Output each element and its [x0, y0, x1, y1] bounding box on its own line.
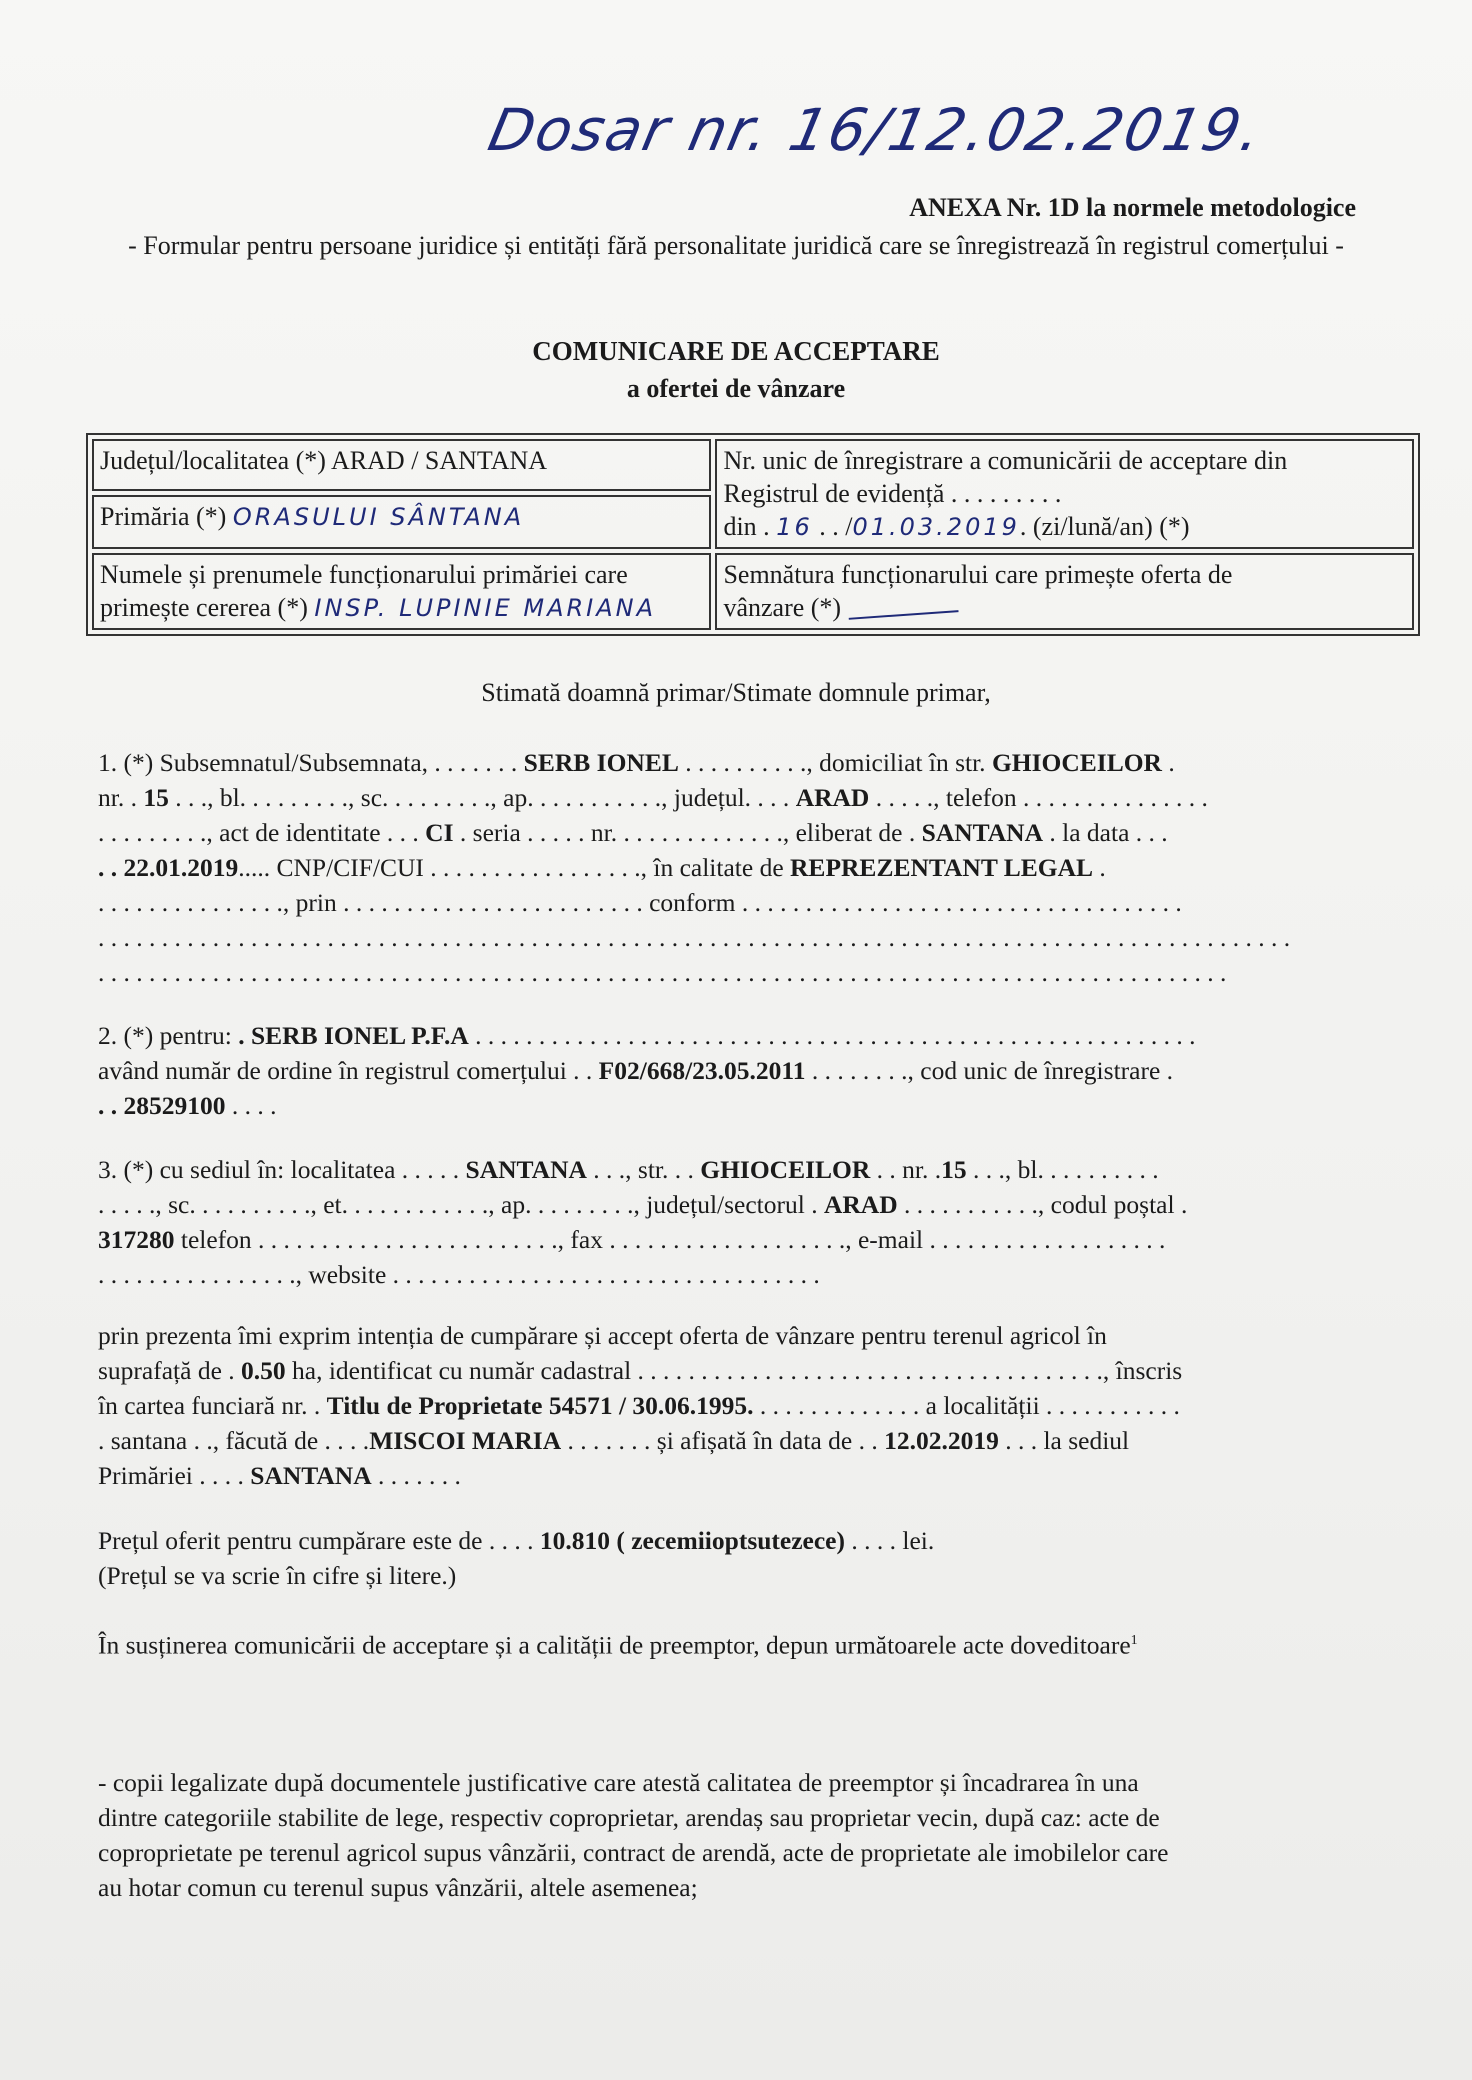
- s3-line2: . . . . ., sc. . . . . . . . . ., et. . . . . . . . . . . ., ap. . . . . . . . ., județul/sectorul .: [98, 1190, 824, 1219]
- primaria-label: Primăria (*): [100, 502, 227, 532]
- judet-cell: [92, 439, 711, 491]
- s4-afis-data: 12.02.2019: [884, 1426, 999, 1455]
- s1-bl-label: . . ., bl. . . . . . . . ., sc. . . . . . . . ., ap. . . . . . . . . . ., județul. . . .: [168, 783, 796, 812]
- s4-santana: . santana . ., făcută de . . . .: [98, 1426, 370, 1455]
- handwritten-date: 01.03.2019: [852, 513, 1020, 541]
- footnote-marker: 1: [1130, 1633, 1138, 1648]
- s1-dots-line-2: . . . . . . . . . . . . . . . . . . . . . . . . . . . . . . . . . . . . . . . . . . . . . . . . . . . . . . . . . . . . . . . . . . . . . . . . . . . . . . . . . . . . . . . . .: [98, 958, 1227, 987]
- s4-supr: 0.50: [241, 1356, 286, 1385]
- s1-data-label: . la data . . .: [1043, 818, 1168, 847]
- form-subtitle: - Formular pentru persoane juridice și entități fără personalitate juridică care se înregistrează în registrul comerțului -: [128, 231, 1344, 260]
- s4-primaria: SANTANA: [250, 1461, 372, 1490]
- price-suffix: . . . . lei.: [845, 1526, 935, 1555]
- s1-seria-label: . seria . . . . . nr. . . . . . . . . . . . . ., eliberat de .: [453, 818, 922, 847]
- copies-line1: - copii legalizate după documentele justificative care atestă calitatea de preemptor și încadrarea în una: [98, 1768, 1139, 1797]
- section-4: [98, 1318, 1360, 1493]
- section-2: [98, 1018, 1360, 1123]
- copies-line4: au hotar comun cu terenul supus vânzării, altele asemenea;: [98, 1873, 698, 1902]
- nr-unic-label: Nr. unic de înregistrare a comunicării de acceptare din: [723, 446, 1288, 475]
- s4-vanzator: MISCOI MARIA: [369, 1426, 562, 1455]
- s1-domiciliu-label: . . . . . . . . . ., domiciliat în str.: [678, 748, 992, 777]
- semnatura-label: Semnătura funcționarului care primește oferta de: [723, 560, 1233, 589]
- annex-heading: ANEXA Nr. 1D la normele metodologice: [909, 193, 1356, 222]
- handwritten-dosar-number: Dosar nr. 16/12.02.2019.: [482, 96, 1270, 164]
- s1-calitate: REPREZENTANT LEGAL: [790, 853, 1094, 882]
- form-title-2: a ofertei de vânzare: [626, 374, 846, 403]
- s1-act-label: . . . . . . . . ., act de identitate . . .: [98, 818, 426, 847]
- s1-telefon-label: . . . . ., telefon . . . . . . . . . . . . . . .: [869, 783, 1208, 812]
- s1-judet: ARAD: [795, 783, 870, 812]
- section-1: 1. (*) Subsemnatul/Subsemnata, . . . . . . . SERB IONEL . . . . . . . . . ., domiciliat în str. GHIOCEILOR . nr. . 15 . . ., bl. . . . . . . . ., sc. . . . . . . . ., ap. . . . . . . . . . ., județul. . . . ARAD . . . . ., telefon . . . . . . . . . . . . . . . . . . . . . . . ., act de identitate . . . CI . seria . . . . . nr. . . . . . . . . . . . . ., eliberat de . SANTANA . la data . . . . . 22.01.2019..... CNP/CIF/CUI . . . . . . . . . . . . . . . . ., în calitate de REPREZENTANT LEGAL . . . . . . . . . . . . . . . ., prin . . . . . . . . . . . . . . . . . . . . . . . . conform . . . . . . . . . . . . . . . . . . . . . . . . . . . . . . . . . . . . . . . . . . . . . . . . . . . . . . . . . . . . . . . . . . . . . . . . . . . . . . . . . . . . . . . . . . . . . . . . . . . . . . . . . . . . . . . . . . . . . . . . . . . . . . . . . . . . . . . . . . . . . . . . . . . . . . . . . . . . . . . . . . . . . . . . . . . . . . . . . . . . . . . . . . . . . . . . . . . . . . . . . . . . . . . . . . . . . . . . . .: [98, 745, 1360, 990]
- date-format-label: . (zi/lună/an) (*): [1019, 512, 1190, 541]
- registru-label: Registrul de evidență . . . . . . . . .: [723, 479, 1062, 508]
- copies-line2: dintre categoriile stabilite de lege, respectiv coproprietar, arendaș sau proprietar vecin, după caz: acte de: [98, 1803, 1160, 1832]
- s3-lead: 3. (*) cu sediul în: localitatea . . . . .: [98, 1155, 466, 1184]
- s1-dots-line-1: . . . . . . . . . . . . . . . . . . . . . . . . . . . . . . . . . . . . . . . . . . . . . . . . . . . . . . . . . . . . . . . . . . . . . . . . . . . . . . . . . . . . . . . . . . . . . .: [98, 923, 1291, 952]
- s3-postal-label: . . . . . . . . . . ., codul poștal .: [897, 1190, 1188, 1219]
- s2-lead: 2. (*) pentru:: [98, 1021, 239, 1050]
- functionar-cell: [92, 553, 711, 630]
- handwritten-nr-unic: 16: [776, 513, 813, 541]
- din-label: din .: [723, 512, 777, 541]
- s2-entity: . SERB IONEL P.F.A: [238, 1021, 469, 1050]
- s3-website-line: . . . . . . . . . . . . . . . ., website . . . . . . . . . . . . . . . . . . . . . . . . . . . . . . . . . .: [98, 1260, 820, 1289]
- s2-reg-label: având număr de ordine în registrul comerțului . .: [98, 1056, 599, 1085]
- s4-primariei-label: Primăriei . . . .: [98, 1461, 251, 1490]
- primaria-cell: [92, 495, 711, 549]
- s4-sediu-label: . . . la sediul: [998, 1426, 1130, 1455]
- s1-nr: 15: [143, 783, 169, 812]
- s3-postal: 317280: [98, 1225, 175, 1254]
- price-note: (Prețul se va scrie în cifre și litere.): [98, 1561, 457, 1590]
- s2-cui: . . 28529100: [98, 1091, 226, 1120]
- price-label: Prețul oferit pentru cumpărare este de . . . .: [98, 1526, 540, 1555]
- semnatura-label-2: vânzare (*): [723, 593, 842, 622]
- s1-lead: 1. (*) Subsemnatul/Subsemnata, . . . . . . .: [98, 748, 524, 777]
- s4-supr-label: suprafață de .: [98, 1356, 242, 1385]
- nr-unic-cell: Nr. unic de înregistrare a comunicării de acceptare din Registrul de evidență . . . . . . . . . din . 16 . . /01.03.2019. (zi/lună/an) (*): [715, 439, 1414, 549]
- section-3: [98, 1152, 1360, 1292]
- s2-reg: F02/668/23.05.2011: [598, 1056, 806, 1085]
- form-title: COMUNICARE DE ACCEPTARE: [532, 336, 940, 366]
- s4-cf-label: în cartea funciară nr. .: [98, 1391, 327, 1420]
- registration-table: [86, 433, 1420, 636]
- s1-eliberat: SANTANA: [921, 818, 1044, 847]
- s4-line1: prin prezenta îmi exprim intenția de cumpărare și accept oferta de vânzare pentru terenul agricol în: [98, 1321, 1107, 1350]
- s2-entity-dots: . . . . . . . . . . . . . . . . . . . . . . . . . . . . . . . . . . . . . . . . . . . . . . . . . . . . . . . . .: [468, 1021, 1196, 1050]
- s1-street: GHIOCEILOR: [991, 748, 1162, 777]
- s1-prin-line: . . . . . . . . . . . . . . ., prin . . . . . . . . . . . . . . . . . . . . . . . . conform . . . . . . . . . . . . . . . . . . . . . . . . . . . . . . . . . . .: [98, 888, 1182, 917]
- s1-cnp-label: ..... CNP/CIF/CUI . . . . . . . . . . . . . . . . ., în calitate de: [238, 853, 791, 882]
- s4-primaria-dots: . . . . . . .: [371, 1461, 461, 1490]
- handwritten-primaria: ORASULUI SÂNTANA: [232, 503, 525, 532]
- handwritten-functionar: INSP. LUPINIE MARIANA: [314, 594, 657, 622]
- s1-data: . . 22.01.2019: [98, 853, 239, 882]
- s3-bl-label: . . ., bl. . . . . . . . . .: [966, 1155, 1159, 1184]
- s4-afis-label: . . . . . . . și afișată în data de . .: [561, 1426, 885, 1455]
- s2-cui-dots: . . . .: [225, 1091, 277, 1120]
- s3-street: GHIOCEILOR: [700, 1155, 871, 1184]
- price-value: 10.810 ( zecemiioptsutezece): [539, 1526, 845, 1555]
- greeting: Stimată doamnă primar/Stimate domnule primar,: [481, 678, 991, 707]
- s3-nr-label: . . nr. .: [870, 1155, 942, 1184]
- price-section: [98, 1523, 1360, 1593]
- support-text: În susținerea comunicării de acceptare și a calității de preemptor, depun următoarele acte doveditoare: [98, 1630, 1131, 1660]
- s4-loc-label: . . . . . . . . . . . . . a localității . . . . . . . . . . .: [753, 1391, 1180, 1420]
- s3-telefon-line: telefon . . . . . . . . . . . . . . . . . . . . . . . ., fax . . . . . . . . . . . . . . . . . . ., e-mail . . . . . . . . . . . . . . . . . . .: [174, 1225, 1166, 1254]
- copies-section: [98, 1765, 1360, 1905]
- s3-judet: ARAD: [823, 1190, 898, 1219]
- s3-localitate: SANTANA: [465, 1155, 587, 1184]
- support-section: [98, 1623, 1360, 1663]
- semnatura-cell: [715, 553, 1414, 630]
- s4-cf: Titlu de Proprietate 54571 / 30.06.1995.: [326, 1391, 754, 1420]
- s3-str-label: . . ., str. . .: [586, 1155, 701, 1184]
- judet-label: Județul/localitatea (*) ARAD / SANTANA: [100, 446, 548, 475]
- s1-nr-label: nr. .: [98, 783, 144, 812]
- functionar-label: Numele și prenumele funcționarului primăriei care: [100, 560, 628, 589]
- s4-cad-label: ha, identificat cu număr cadastral . . . . . . . . . . . . . . . . . . . . . . . . . . . . . . . . . . . . ., înscris: [285, 1356, 1183, 1385]
- functionar-label-2: primește cererea (*): [100, 593, 308, 622]
- s3-nr: 15: [941, 1155, 967, 1184]
- s1-act: CI: [425, 818, 454, 847]
- s2-cui-label: . . . . . . . ., cod unic de înregistrare .: [805, 1056, 1174, 1085]
- signature-scribble: [847, 592, 958, 620]
- s1-name: SERB IONEL: [523, 748, 679, 777]
- copies-line3: coproprietate pe terenul agricol supus vânzării, contract de arendă, acte de proprietate ale imobilelor care: [98, 1838, 1169, 1867]
